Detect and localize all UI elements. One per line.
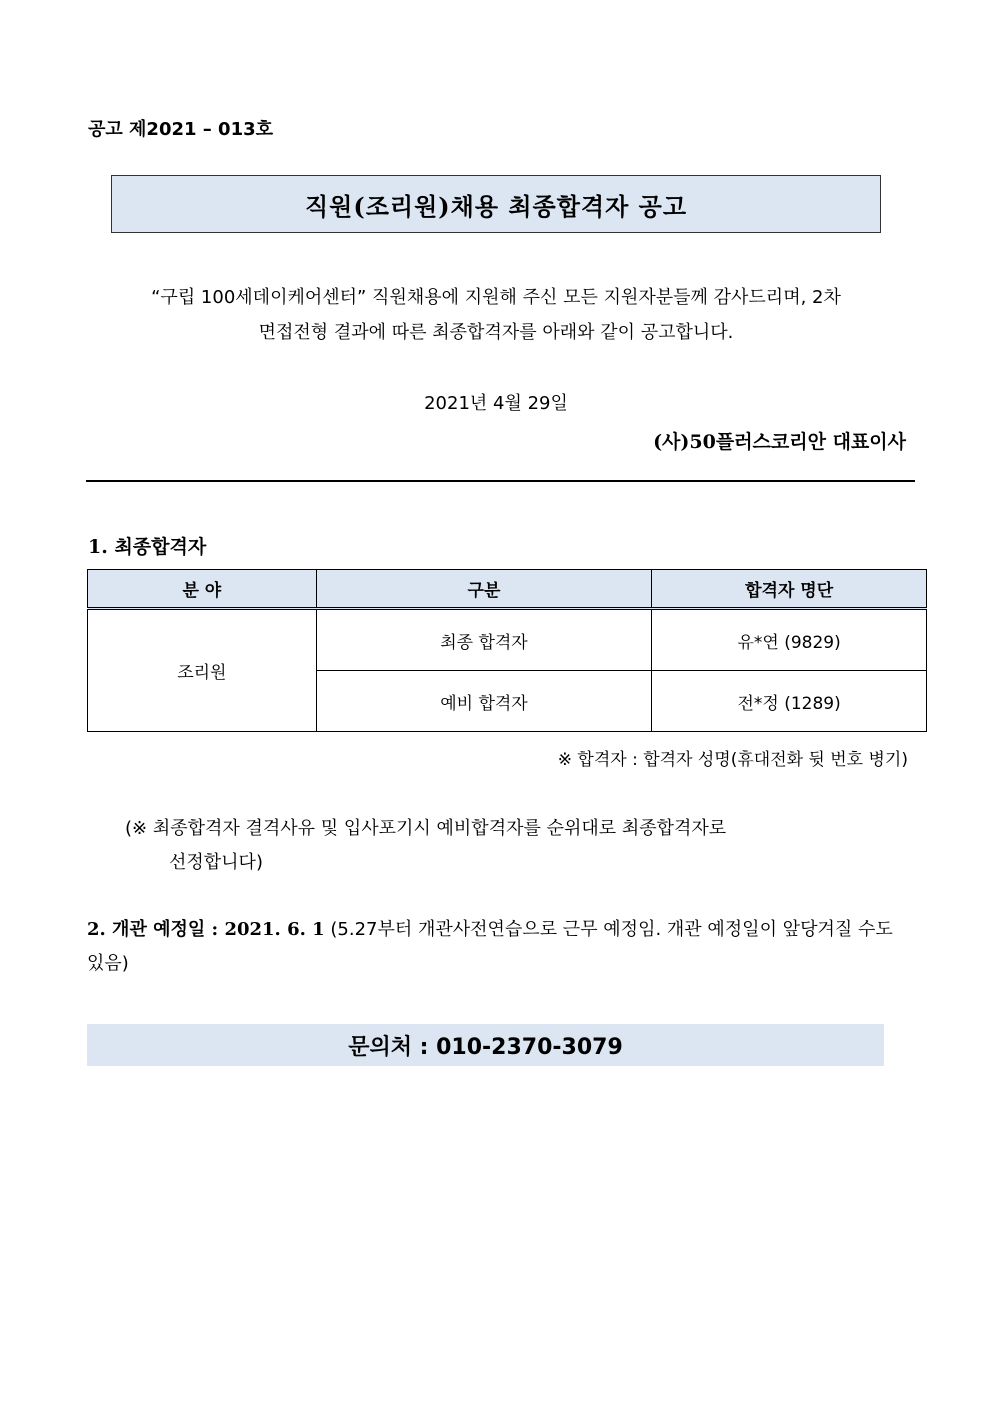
notice-number: 공고 제2021 – 013호 [88,119,274,140]
contact-box: 문의처 : 010-2370-3079 [87,1024,884,1066]
field-cell: 조리원 [88,609,317,732]
type-cell: 최종 합격자 [316,609,652,671]
type-cell: 예비 합격자 [316,671,652,732]
column-header-type: 구분 [316,570,652,609]
column-header-field: 분 야 [88,570,317,609]
intro-line-1: “구립 100세데이케어센터” 직원채용에 지원해 주신 모든 지원자분들께 감사드리며, 2차 [151,287,841,308]
notice-date: 2021년 4월 29일 [424,393,568,414]
divider [86,480,915,482]
table-row [88,609,927,671]
table-note: ※ 합격자 : 합격자 성명(휴대전화 뒷 번호 병기) [557,750,908,770]
section-1-heading: 1. 최종합격자 [88,536,207,558]
result-table [87,569,927,732]
selection-note-line-1: (※ 최종합격자 결격사유 및 입사포기시 예비합격자를 순위대로 최종합격자로 [125,818,727,839]
section-2 [87,913,902,981]
name-cell: 유*연 (9829) [652,609,927,671]
name-cell: 전*정 (1289) [652,671,927,732]
signer: (사)50플러스코리안 대표이사 [653,431,906,453]
table-header-row [88,570,927,609]
intro-line-2: 면접전형 결과에 따른 최종합격자를 아래와 같이 공고합니다. [258,322,734,343]
section-2-detail: (5.27부터 개관사전연습으로 근무 예정임. 개관 예정일이 앞당겨질 수도 있음) [87,919,893,974]
page-title: 직원(조리원)채용 최종합격자 공고 [111,175,881,233]
section-2-label: 2. 개관 예정일 : 2021. 6. 1 [87,919,325,940]
selection-note-line-2: 선정합니다) [169,852,263,873]
column-header-names: 합격자 명단 [652,570,927,609]
selection-note [125,812,885,880]
